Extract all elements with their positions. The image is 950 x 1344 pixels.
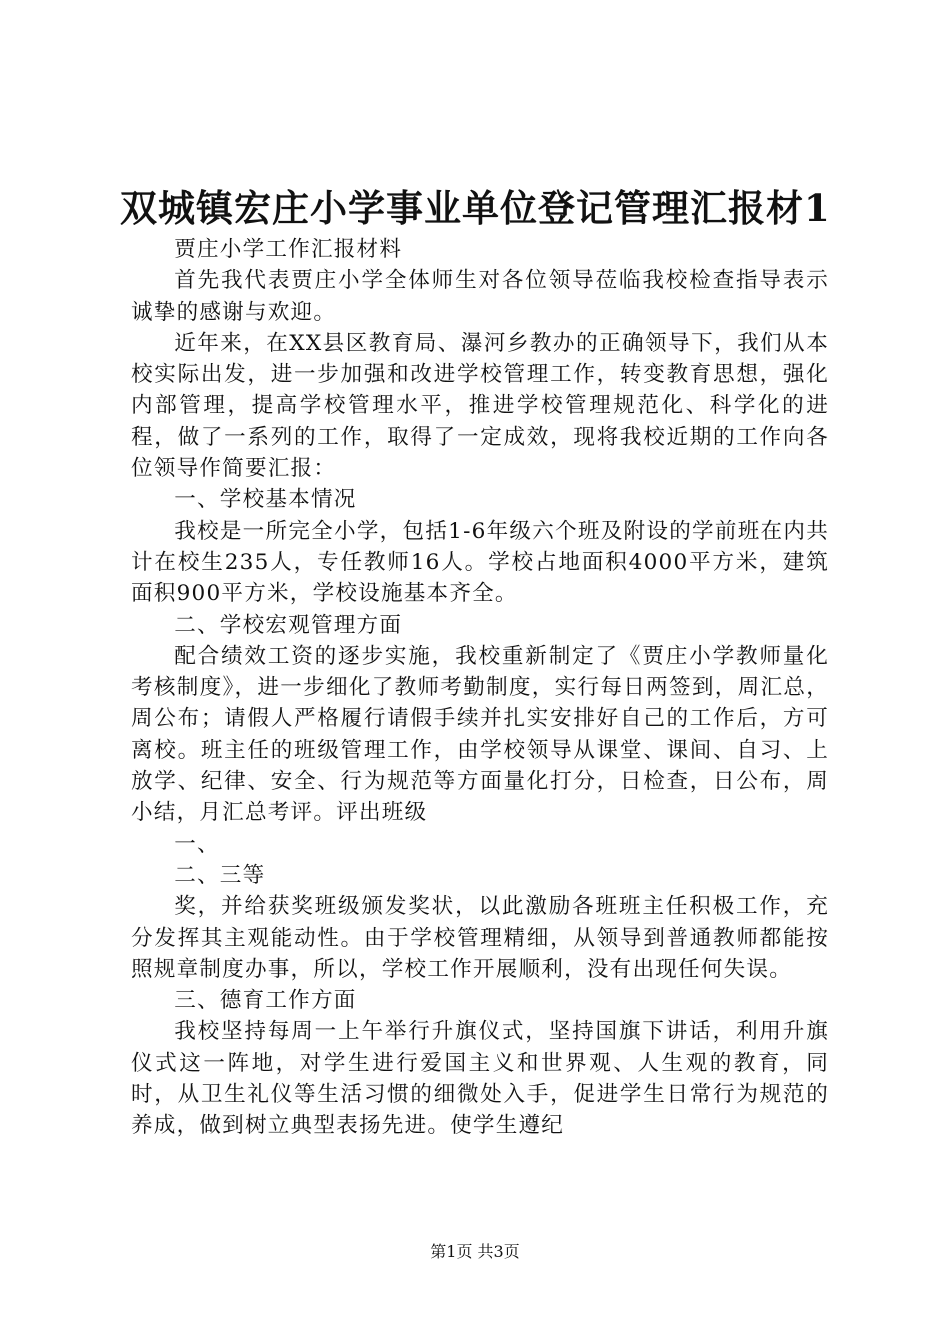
section-heading-basic-info: 一、学校基本情况 [174, 487, 357, 513]
paragraph-welcome: 首先我代表贾庄小学全体师生对各位领导莅临我校检查指导表示诚挚的感谢与欢迎。 [131, 268, 829, 325]
document-title: 双城镇宏庄小学事业单位登记管理汇报材1 [120, 186, 831, 230]
section-heading-moral-education: 三、德育工作方面 [174, 988, 357, 1014]
paragraph-fragment-one: 一、 [174, 831, 220, 857]
section-heading-macro-management: 二、学校宏观管理方面 [174, 612, 403, 638]
paragraph-moral-education: 我校坚持每周一上午举行升旗仪式，坚持国旗下讲话，利用升旗仪式这一阵地，对学生进行爱国主义和世界观、人生观的教育，同时，从卫生礼仪等生活习惯的细微处入手，促进学生日常行为规范的养成，做到树立典型表扬先进。使学生遵纪 [131, 1019, 829, 1139]
paragraph-macro-management: 配合绩效工资的逐步实施，我校重新制定了《贾庄小学教师量化考核制度》，进一步细化了教师考勤制度，实行每日两签到，周汇总，周公布；请假人严格履行请假手续并扎实安排好自己的工作后，方可离校。班主任的班级管理工作，由学校领导从课堂、课间、自习、上放学、纪律、安全、行为规范等方面量化打分，日检查，日公布，周小结，月汇总考评。评出班级 [131, 643, 829, 826]
page-number-footer: 第1页 共3页 [430, 1242, 520, 1261]
paragraph-introduction: 近年来，在XX县区教育局、瀑河乡教办的正确领导下，我们从本校实际出发，进一步加强和改进学校管理工作，转变教育思想，强化内部管理，提高学校管理水平，推进学校管理规范化、科学化的进程，做了一系列的工作，取得了一定成效，现将我校近期的工作向各位领导作简要汇报： [131, 330, 829, 482]
paragraph-report-heading: 贾庄小学工作汇报材料 [174, 237, 403, 262]
document-body [131, 234, 829, 1142]
paragraph-basic-info: 我校是一所完全小学，包括1-6年级六个班及附设的学前班在内共计在校生235人，专任教师16人。学校占地面积4000平方米，建筑面积900平方米，学校设施基本齐全。 [131, 518, 829, 607]
paragraph-awards: 奖，并给获奖班级颁发奖状，以此激励各班班主任积极工作，充分发挥其主观能动性。由于学校管理精细，从领导到普通教师都能按照规章制度办事，所以，学校工作开展顺利，没有出现任何失误。 [131, 894, 829, 982]
paragraph-fragment-two-three: 二、三等 [174, 862, 266, 888]
